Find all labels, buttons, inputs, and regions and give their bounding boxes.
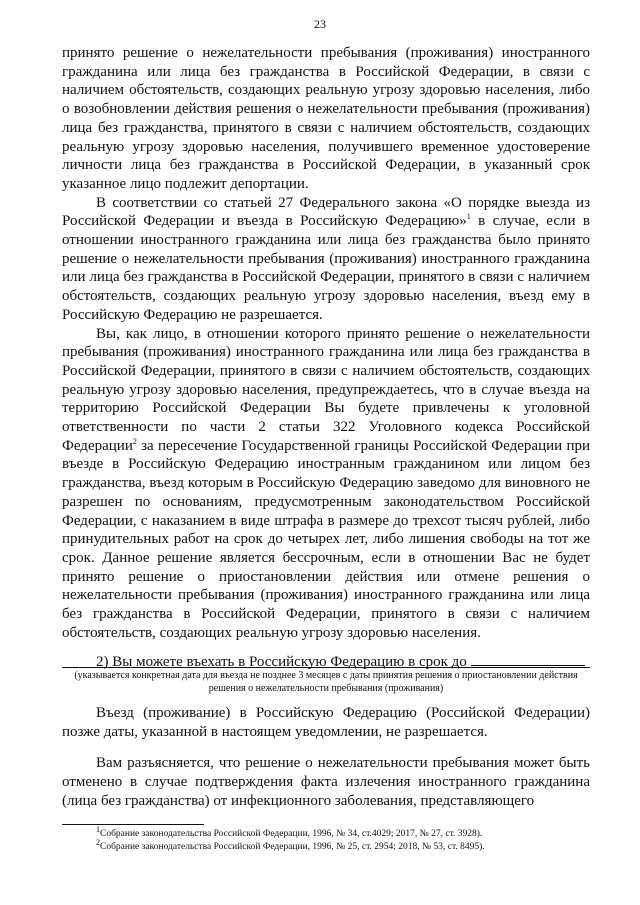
footnote-2 [96,837,485,853]
paragraph-warning [62,325,590,643]
page-number: 23 [314,17,326,31]
paragraph-text: Вы, как лицо, в отношении которого принято решение о нежелательности пребывания (проживания) иностранного гражданина или лица без гражданства в Российской Федерации, принятого в связи с наличием обстоятельств, создающих реальную угрозу здоровью населения, предупреждаетесь, что в случае въезда на территорию Российской Федерации Вы будете привлечены к уголовной ответственности по части 2 статьи 322 Уголовного кодекса Российской Федерации [62,325,590,454]
paragraph-entry: Въезд (проживание) в Российскую Федерацию (Российской Федерации) позже даты, указанной в настоящем уведомлении, не разрешается. [62,705,590,740]
paragraph-continuation: принято решение о нежелательности пребывания (проживания) иностранного гражданина или лица без гражданства в Российской Федерации, в связи с наличием обстоятельств, создающих реальную угрозу здоровью населения, либо о возобновлении действия решения о нежелательности пребывания (проживания) лица без гражданства, принятого в связи с наличием обстоятельств, создающих реальную угрозу здоровью населения, получившего временное удостоверение личности лица без гражданства в Российской Федерации, в указанный срок указанное лицо подлежит депортации. [62,45,590,192]
paragraph-explain: Вам разъясняется, что решение о нежелательности пребывания может быть отменено в случае подтверждения факта излечения иностранного гражданина (лица без гражданства) от инфекционного заболевания, представляющего [62,755,590,809]
paragraph-text: за пересечение Государственной границы Российской Федерации при въезде в Российскую Федерацию иностранным гражданином или лицом без гражданства, въезд которым в Российскую Федерацию заведомо для виновного не разрешен по основаниям, предусмотренным законодательством Российской Федерации, с наказанием в виде штрафа в размере до трехсот тысяч рублей, либо принудительных работ на срок до четырех лет, либо лишения свободы на тот же срок. Данное решение является бессрочным, если в отношении Вас не будет принято решение о приостановлении действия или отмене решения о нежелательности пребывания (проживания) иностранного гражданина или лица без гражданства в Российской Федерации, принятого в связи с наличием обстоятельств, создающих реальную угрозу здоровью населения. [62,437,590,641]
document-body-lower [62,704,590,811]
paragraph-text: В соответствии со статьей 27 Федерального закона «О порядке выезда из Российской Федерации и въезда в Российскую Федерацию» [62,194,590,230]
item-2-text: 2) Вы можете въехать в Российскую Федерацию в срок до [96,653,467,670]
footnote-ref-1: 1 [466,212,471,222]
footnote-mark: 2 [96,837,100,847]
footnote-1 [96,824,483,840]
item-2-note: (указывается конкретная дата для въезда не позднее 3 месяцев с даты принятия решения о приостановлении действия решения о нежелательности пребывания (проживания) [74,670,578,694]
item-2 [62,653,590,672]
footnote-ref-2: 2 [132,436,137,446]
date-fill-line[interactable] [471,653,585,666]
footnote-mark: 1 [96,824,100,834]
footnote-text: Собрание законодательства Российской Федерации, 1996, № 25, ст. 2954; 2018, № 53, ст. 8495). [100,842,485,852]
paragraph-article-27 [62,194,590,325]
footnote-text: Собрание законодательства Российской Федерации, 1996, № 34, ст.4029; 2017, № 27, ст. 3928). [100,829,483,839]
date-underline [62,667,590,668]
paragraph-text: в случае, если в отношении иностранного гражданина или лица без гражданства было принято решение о нежелательности пребывания (проживания) иностранного гражданина или лица без гражданства в Российской Федерации, принятого в связи с наличием обстоятельств, создающих реальную угрозу здоровью населения, въезд ему в Российскую Федерацию не разрешается. [62,213,591,323]
document-body [62,44,590,671]
footnote-separator [62,824,204,825]
